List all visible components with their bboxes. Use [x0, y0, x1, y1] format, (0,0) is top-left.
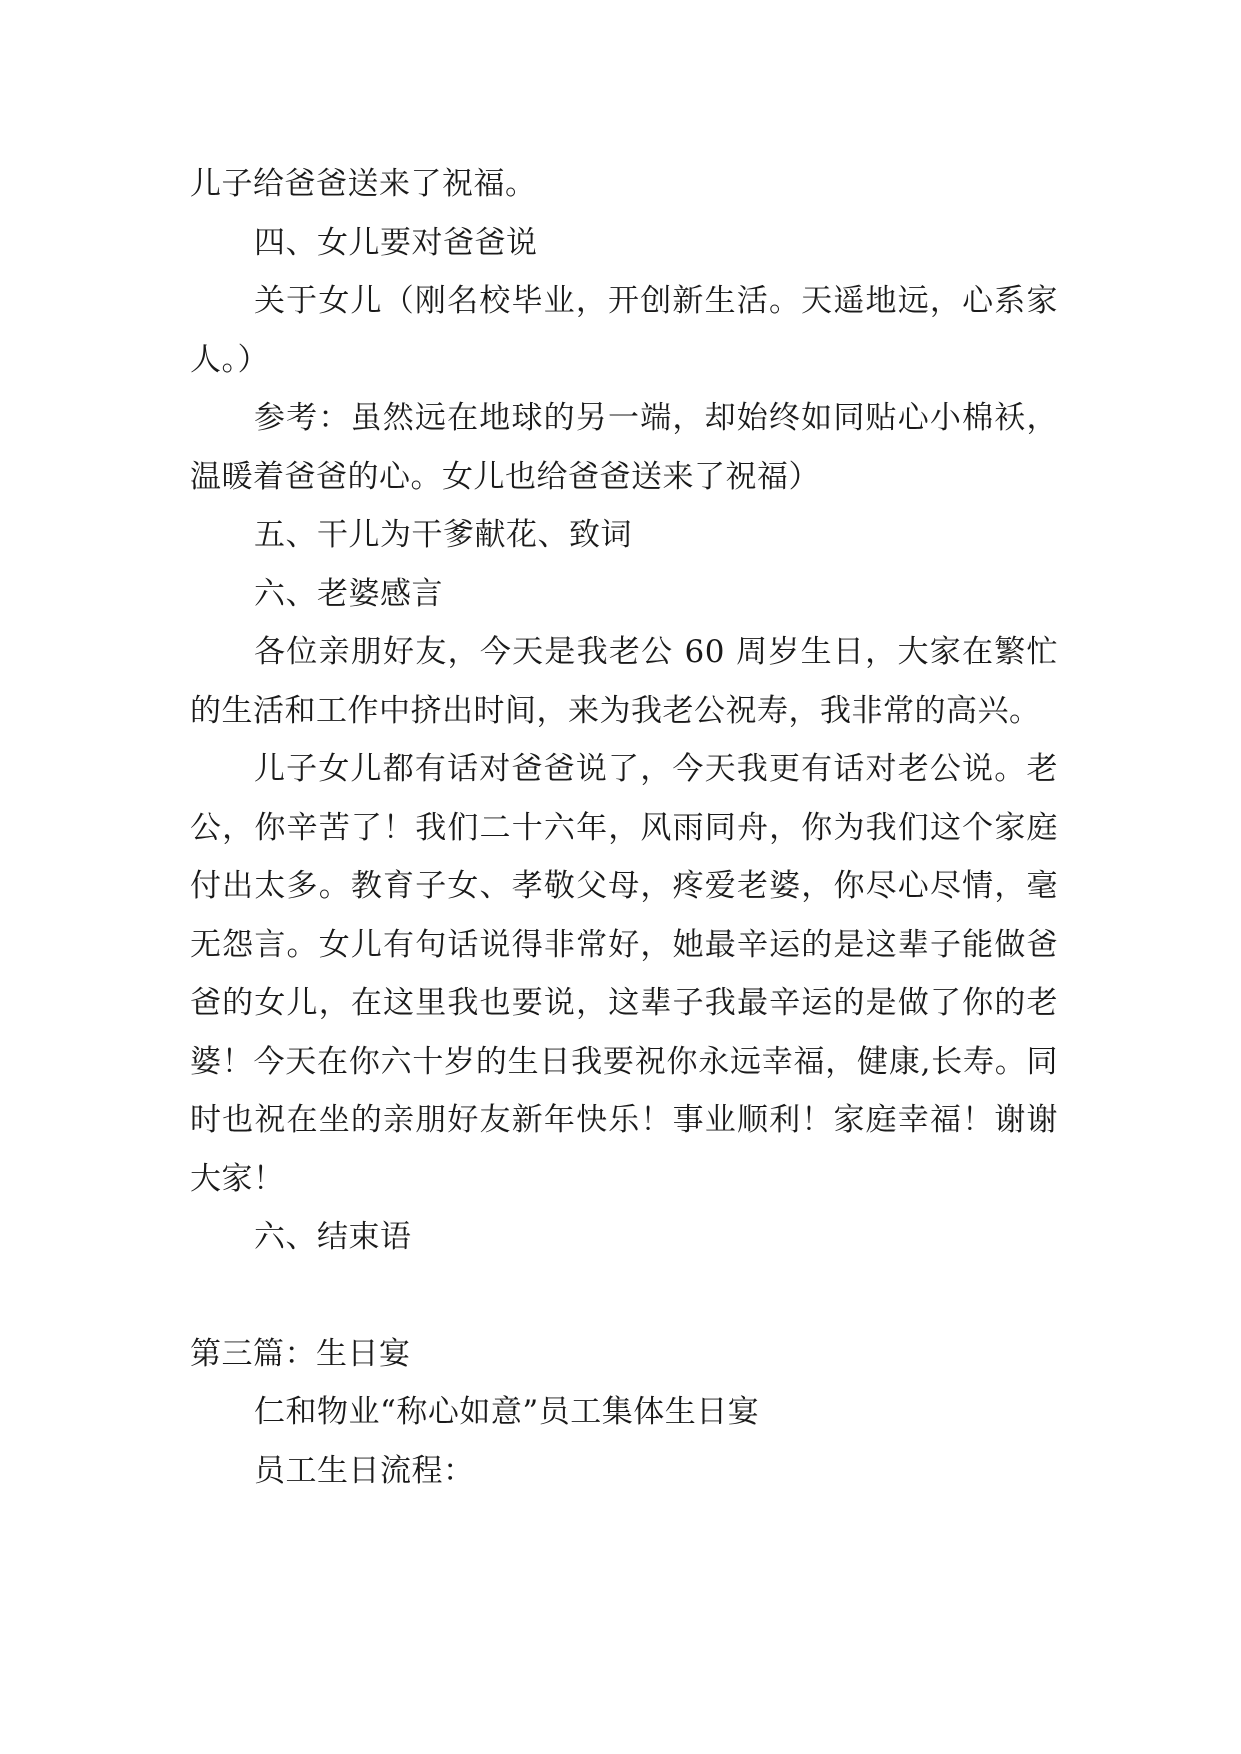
document-page [190, 155, 1058, 1500]
section-heading: 第三篇：生日宴 [190, 1335, 411, 1372]
paragraph-process-label: 员工生日流程： [254, 1452, 475, 1489]
paragraph-wife-message: 儿子女儿都有话对爸爸说了，今天我更有话对老公说。老公，你辛苦了！我们二十六年，风雨同舟，你为我们这个家庭付出太多。教育子女、孝敬父母，疼爱老婆，你尽心尽情，毫无怨言。女儿有句话说得非常好，她最辛运的是这辈子能做爸爸的女儿，在这里我也要说，这辈子我最辛运的是做了你的老婆！今天在你六十岁的生日我要祝你永远幸福，健康,长寿。同时也祝在坐的亲朋好友新年快乐！事业顺利！家庭幸福！谢谢大家！ [190, 751, 1058, 1197]
heading-wife-speech: 六、老婆感言 [254, 575, 443, 612]
paragraph-about-daughter: 关于女儿（刚名校毕业，开创新生活。天遥地远，心系家人。） [190, 283, 1058, 378]
heading-godson-flowers: 五、干儿为干爹献花、致词 [254, 517, 632, 553]
paragraph-event-title: 仁和物业“称心如意”员工集体生日宴 [254, 1394, 760, 1430]
heading-daughter-speech: 四、女儿要对爸爸说 [254, 224, 538, 261]
paragraph-wife-greeting: 各位亲朋好友，今天是我老公 60 周岁生日，大家在繁忙的生活和工作中挤出时间，来为我老公祝寿，我非常的高兴。 [190, 634, 1058, 729]
paragraph-reference: 参考：虽然远在地球的另一端，却始终如同贴心小棉袄，温暖着爸爸的心。女儿也给爸爸送来了祝福） [190, 400, 1058, 495]
section-spacer [190, 1267, 1058, 1325]
paragraph-blessing-end: 儿子给爸爸送来了祝福。 [190, 166, 537, 202]
heading-closing: 六、结束语 [254, 1219, 412, 1255]
